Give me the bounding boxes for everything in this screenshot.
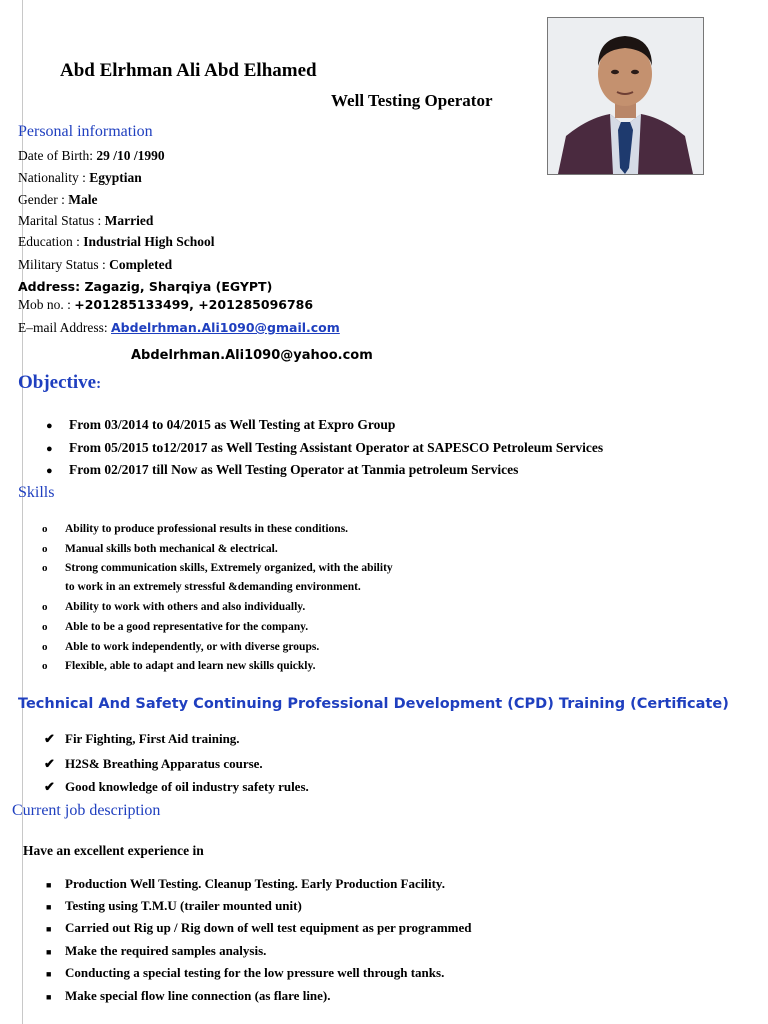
gender-label: Gender :: [18, 192, 69, 207]
education-line: [18, 234, 215, 250]
job-duty-text: Production Well Testing. Cleanup Testing. Early Production Facility.: [65, 876, 445, 891]
skill-item-text: Manual skills both mechanical & electrical.: [65, 543, 278, 555]
cpd-item-text: Fir Fighting, First Aid training.: [65, 731, 240, 746]
square-bullet-icon: ■: [46, 969, 52, 979]
objective-item: [46, 440, 603, 456]
skill-item: [42, 621, 308, 633]
education-label: Education :: [18, 234, 84, 249]
circle-bullet-icon: o: [42, 562, 48, 574]
circle-bullet-icon: o: [42, 641, 48, 653]
military-value: Completed: [109, 257, 173, 272]
job-duty-item: [46, 943, 266, 959]
marital-line: [18, 213, 153, 229]
skill-item: [42, 660, 315, 672]
objective-item: [46, 462, 518, 478]
military-label: Military Status :: [18, 257, 110, 272]
skill-item-text: Flexible, able to adapt and learn new skills quickly.: [65, 660, 316, 672]
skills-heading: Skills: [18, 484, 55, 501]
skill-item-continuation: to work in an extremely stressful &demanding environment.: [65, 581, 361, 593]
candidate-job-title: Well Testing Operator: [331, 91, 493, 110]
job-duty-item: [46, 876, 445, 892]
job-duty-text: Conducting a special testing for the low pressure well through tanks.: [65, 965, 445, 980]
circle-bullet-icon: o: [42, 523, 48, 535]
cpd-training-heading: Technical And Safety Continuing Professional Development (CPD) Training (Certificate): [18, 696, 729, 712]
checkmark-icon: ✔: [44, 731, 55, 746]
cpd-item: [44, 731, 240, 747]
nationality-label: Nationality :: [18, 170, 90, 185]
nationality-line: [18, 170, 142, 186]
objective-heading-text: Objective: [18, 372, 97, 393]
candidate-name: Abd Elrhman Ali Abd Elhamed: [60, 60, 317, 81]
objective-item-text: From 02/2017 till Now as Well Testing Operator at Tanmia petroleum Services: [69, 462, 519, 477]
objective-item: [46, 417, 395, 433]
email-secondary: Abdelrhman.Ali1090@yahoo.com: [131, 348, 373, 363]
portrait-image: [548, 18, 703, 174]
bullet-icon: ●: [46, 420, 53, 432]
objective-item-text: From 05/2015 to12/2017 as Well Testing Assistant Operator at SAPESCO Petroleum Services: [69, 440, 604, 455]
objective-heading-colon: :: [96, 376, 102, 392]
cpd-item: [44, 756, 263, 772]
mobile-label: Mob no. :: [18, 297, 75, 312]
square-bullet-icon: ■: [46, 880, 52, 890]
email-primary-link[interactable]: Abdelrhman.Ali1090@gmail.com: [111, 320, 340, 335]
circle-bullet-icon: o: [42, 543, 48, 555]
skill-item: [42, 523, 348, 535]
skill-item-text: Able to work independently, or with diverse groups.: [65, 641, 320, 653]
circle-bullet-icon: o: [42, 621, 48, 633]
job-duty-item: [46, 898, 302, 914]
dob-value: 29 /10 /1990: [96, 148, 165, 163]
profile-photo: [547, 17, 704, 175]
personal-info-heading: Personal information: [18, 123, 153, 140]
checkmark-icon: ✔: [44, 756, 55, 771]
gender-line: [18, 192, 97, 208]
email-line: [18, 320, 340, 336]
skill-item-text: Ability to work with others and also individually.: [65, 601, 306, 613]
job-duty-item: [46, 988, 331, 1004]
skill-item-text: Strong communication skills, Extremely organized, with the ability: [65, 562, 393, 574]
bullet-icon: ●: [46, 465, 53, 477]
square-bullet-icon: ■: [46, 947, 52, 957]
job-duty-text: Make the required samples analysis.: [65, 943, 267, 958]
job-duty-text: Carried out Rig up / Rig down of well test equipment as per programmed: [65, 920, 472, 935]
mobile-line: [18, 297, 313, 313]
current-job-heading: Current job description: [12, 802, 161, 819]
mobile-value: +201285133499, +201285096786: [74, 297, 314, 312]
objective-item-text: From 03/2014 to 04/2015 as Well Testing at Expro Group: [69, 417, 396, 432]
dob-line: [18, 148, 165, 164]
military-line: [18, 257, 172, 273]
dob-label: Date of Birth:: [18, 148, 97, 163]
skill-item: [42, 641, 319, 653]
objective-heading: [18, 372, 101, 394]
gender-value: Male: [68, 192, 98, 207]
job-duty-item: [46, 920, 472, 936]
email-label: E–mail Address:: [18, 320, 111, 335]
skill-item: [42, 562, 393, 574]
skill-item: [42, 543, 278, 555]
marital-value: Married: [104, 213, 154, 228]
skill-item: [42, 601, 305, 613]
square-bullet-icon: ■: [46, 924, 52, 934]
job-duty-text: Make special flow line connection (as flare line).: [65, 988, 331, 1003]
address-line: Address: Zagazig, Sharqiya (EGYPT): [18, 279, 273, 294]
circle-bullet-icon: o: [42, 660, 48, 672]
cpd-item-text: H2S& Breathing Apparatus course.: [65, 756, 263, 771]
job-duty-item: [46, 965, 444, 981]
cpd-item-text: Good knowledge of oil industry safety rules.: [65, 779, 309, 794]
nationality-value: Egyptian: [89, 170, 142, 185]
job-duty-text: Testing using T.M.U (trailer mounted unit): [65, 898, 302, 913]
skill-item-text: Ability to produce professional results in these conditions.: [65, 523, 349, 535]
circle-bullet-icon: o: [42, 601, 48, 613]
current-job-intro: Have an excellent experience in: [23, 843, 204, 858]
bullet-icon: ●: [46, 443, 53, 455]
square-bullet-icon: ■: [46, 902, 52, 912]
education-value: Industrial High School: [83, 234, 215, 249]
skill-item-text: Able to be a good representative for the company.: [65, 621, 309, 633]
cpd-item: [44, 779, 309, 795]
square-bullet-icon: ■: [46, 992, 52, 1002]
marital-label: Marital Status :: [18, 213, 105, 228]
checkmark-icon: ✔: [44, 779, 55, 794]
